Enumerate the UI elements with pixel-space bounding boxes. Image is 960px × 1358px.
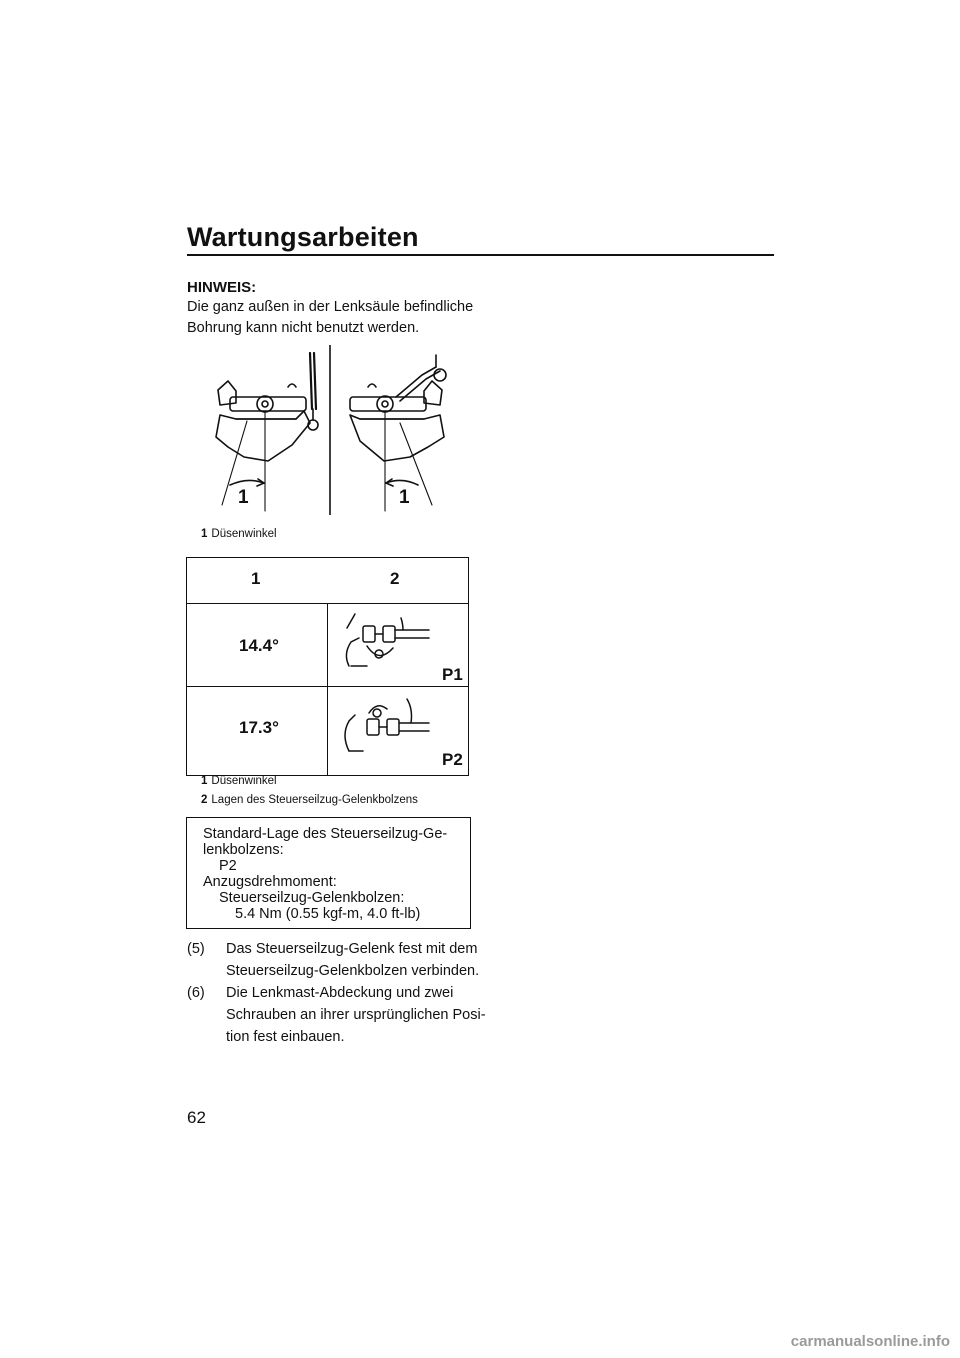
step-line: tion fest einbauen. [226, 1029, 345, 1045]
list-item [187, 938, 487, 982]
table-header: 2 [390, 569, 400, 588]
table-caption [201, 775, 277, 787]
spec-box [186, 817, 471, 929]
step-line: Das Steuerseilzug-Gelenk fest mit dem [226, 941, 478, 957]
table-cell-angle: 17.3° [239, 718, 279, 737]
table-cell-position: P2 [442, 750, 463, 769]
table-cell-angle: 14.4° [239, 636, 279, 655]
step-line: Steuerseilzug-Gelenkbolzen verbinden. [226, 963, 480, 979]
figure-caption [201, 528, 277, 540]
caption-number: 1 [201, 528, 208, 540]
note-body [187, 297, 487, 339]
table-caption [201, 794, 418, 806]
title-divider [187, 254, 774, 256]
caption-number: 1 [201, 775, 208, 787]
step-line: Schrauben an ihrer ursprünglichen Posi- [226, 1007, 486, 1023]
nozzle-angle-illustration [200, 345, 460, 515]
angle-label-left: 1 [238, 487, 249, 508]
spec-value: 5.4 Nm (0.55 kgf-m, 4.0 ft-lb) [235, 906, 421, 922]
table-cell-position: P1 [442, 665, 463, 684]
table-header: 1 [251, 569, 261, 588]
angle-label-right: 1 [399, 487, 410, 508]
list-item [187, 982, 487, 1048]
spec-line: Anzugsdrehmoment: [203, 874, 337, 890]
spec-line: lenkbolzens: [203, 842, 284, 858]
caption-text: Düsenwinkel [211, 775, 277, 787]
note-heading: HINWEIS: [187, 279, 257, 296]
note-line: Die ganz außen in der Lenksäule befindliche [187, 299, 474, 315]
joint-bolt-p1-icon [337, 608, 437, 682]
page-number: 62 [187, 1108, 206, 1127]
spec-line: Steuerseilzug-Gelenkbolzen: [219, 890, 405, 906]
note-line: Bohrung kann nicht benutzt werden. [187, 320, 420, 336]
spec-value: P2 [219, 858, 237, 874]
spec-line: Standard-Lage des Steuerseilzug-Ge- [203, 826, 448, 842]
caption-number: 2 [201, 794, 208, 806]
step-line: Die Lenkmast-Abdeckung und zwei [226, 985, 454, 1001]
caption-text: Lagen des Steuerseilzug-Gelenkbolzens [211, 794, 418, 806]
step-number: (5) [187, 941, 205, 957]
watermark: carmanualsonline.info [790, 1333, 950, 1350]
step-number: (6) [187, 985, 205, 1001]
position-table [186, 557, 469, 776]
steps-list [187, 938, 487, 1048]
joint-bolt-p2-icon [337, 691, 437, 767]
page-title: Wartungsarbeiten [187, 222, 419, 252]
caption-text: Düsenwinkel [211, 528, 277, 540]
